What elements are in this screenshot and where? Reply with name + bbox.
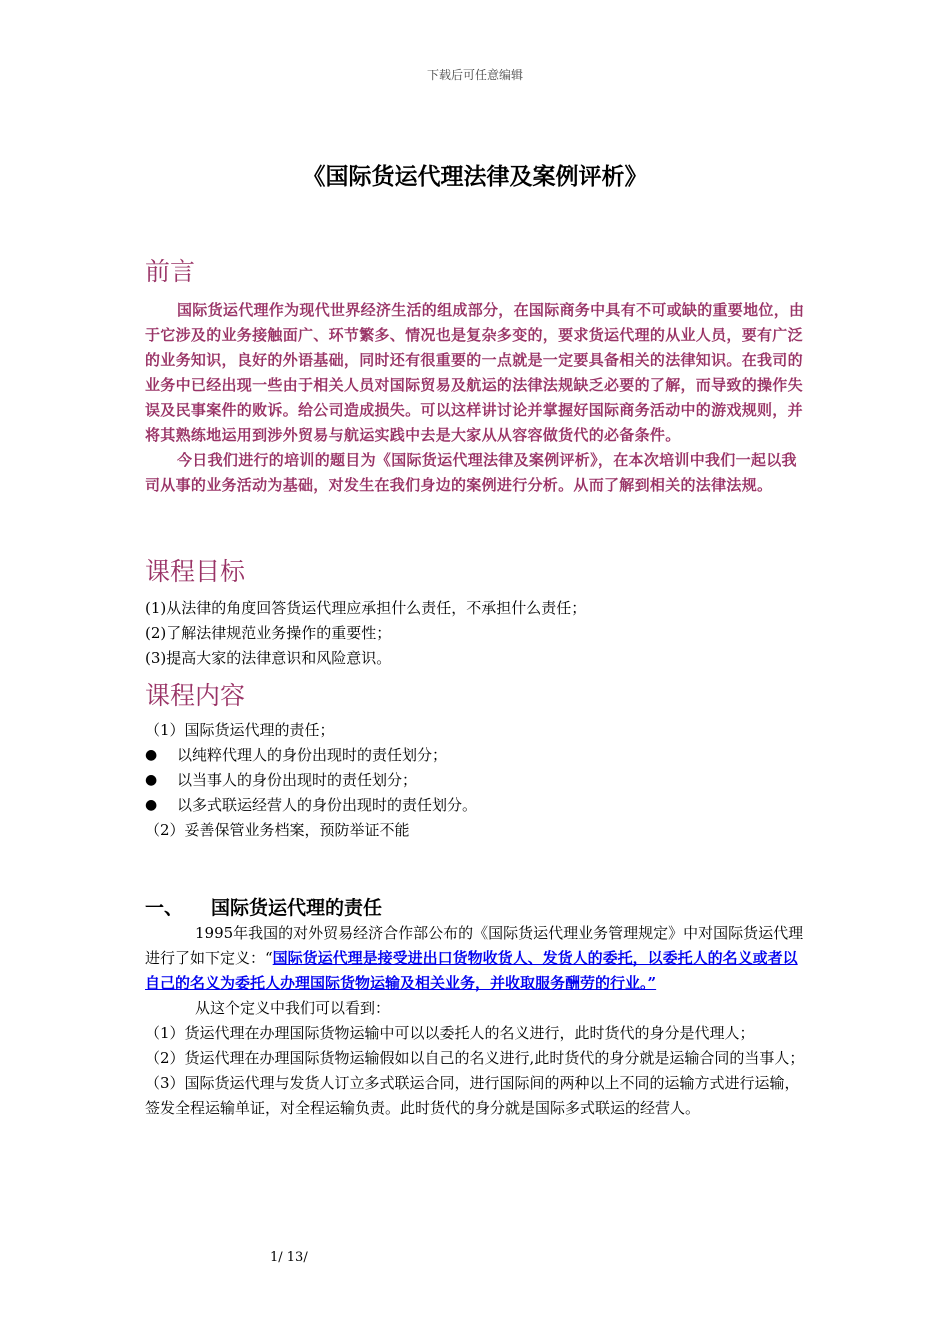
page-header: 下载后可任意编辑: [426, 68, 523, 82]
point-item: （3）国际货运代理与发货人订立多式联运合同，进行国际间的两种以上不同的运输方式进行运输，签发全程运输单证，对全程运输负责。此时货代的身分就是国际多式联运的经营人。: [145, 1074, 800, 1117]
preface-paragraph: 今日我们进行的培训的题目为《国际货运代理法律及案例评析》，在本次培训中我们一起以我司从事的业务活动为基础，对发生在我们身边的案例进行分析。从而了解到相关的法律法规。: [145, 451, 797, 494]
preface-heading: 前言: [145, 257, 196, 286]
document-title: 《国际货运代理法律及案例评析》: [302, 164, 648, 190]
contents-item: （1）国际货运代理的责任；: [145, 721, 335, 739]
bullet-text: 以纯粹代理人的身份出现时的责任划分；: [177, 746, 448, 764]
bullet-icon: ●: [145, 772, 158, 788]
preface-paragraph: 国际货运代理作为现代世界经济生活的组成部分，在国际商务中具有不可或缺的重要地位，由于它涉及的业务接触面广、环节繁多、情况也是复杂多变的，要求货运代理的从业人员，要有广泛的业务知识，良好的外语基础，同时还有很重要的一点就是一定要具备相关的法律知识。在我司的业务中已经出现一些由于相关人员对国际贸易及航运的法律法规缺乏必要的了解，而导致的操作失误及民事案件的败诉。给公司造成损失。可以这样讲讨论并掌握好国际商务活动中的游戏规则，并将其熟练地运用到涉外贸易与航运实践中去是大家从从容容做货代的必备条件。: [145, 301, 805, 444]
objective-item: (2)了解法律规范业务操作的重要性；: [145, 624, 392, 642]
contents-section: [145, 680, 810, 843]
contents-list: [145, 718, 810, 843]
bullet-icon: ●: [145, 747, 158, 763]
section-number: 一、: [145, 897, 184, 919]
section-body: [145, 921, 810, 1121]
objective-item: (1)从法律的角度回答货运代理应承担什么责任，不承担什么责任；: [145, 599, 587, 617]
objectives-heading: 课程目标: [145, 557, 246, 586]
bullet-item: [145, 793, 810, 818]
definition-intro: 1995年我国的对外贸易经济合作部公布的《国际货运代理业务管理规定》中对国际货运代理进行了如下定义：“: [145, 924, 804, 967]
definition-link[interactable]: 国际货运代理是接受进出口货物收货人、发货人的委托，以委托人的名义或者以自己的名义为委托人办理国际货物运输及相关业务，并收取服务酬劳的行业。”: [145, 949, 798, 992]
contents-item: （2）妥善保管业务档案，预防举证不能: [145, 821, 410, 839]
objective-item: (3)提高大家的法律意识和风险意识。: [145, 649, 392, 667]
page-number: 1/ 13/: [270, 1250, 308, 1265]
bullet-item: [145, 743, 810, 768]
preface-body: [145, 298, 810, 498]
section-1: [145, 895, 810, 1121]
bullet-text: 以当事人的身份出现时的责任划分；: [177, 771, 418, 789]
objectives-list: [145, 596, 810, 671]
contents-heading: 课程内容: [145, 681, 246, 710]
bullet-text: 以多式联运经营人的身份出现时的责任划分。: [177, 796, 478, 814]
bullet-item: [145, 768, 810, 793]
point-item: （2）货运代理在办理国际货物运输假如以自己的名义进行,此时货代的身分就是运输合同的当事人；: [145, 1049, 805, 1067]
section-heading: [145, 895, 810, 921]
lead-paragraph: 从这个定义中我们可以看到：: [195, 999, 391, 1017]
section-title: 国际货运代理的责任: [211, 897, 383, 919]
objectives-section: [145, 556, 810, 671]
bullet-icon: ●: [145, 797, 158, 813]
definition-paragraph: [145, 921, 810, 996]
preface-section: [145, 256, 810, 498]
point-item: （1）货运代理在办理国际货物运输中可以以委托人的名义进行，此时货代的身分是代理人；: [145, 1024, 755, 1042]
